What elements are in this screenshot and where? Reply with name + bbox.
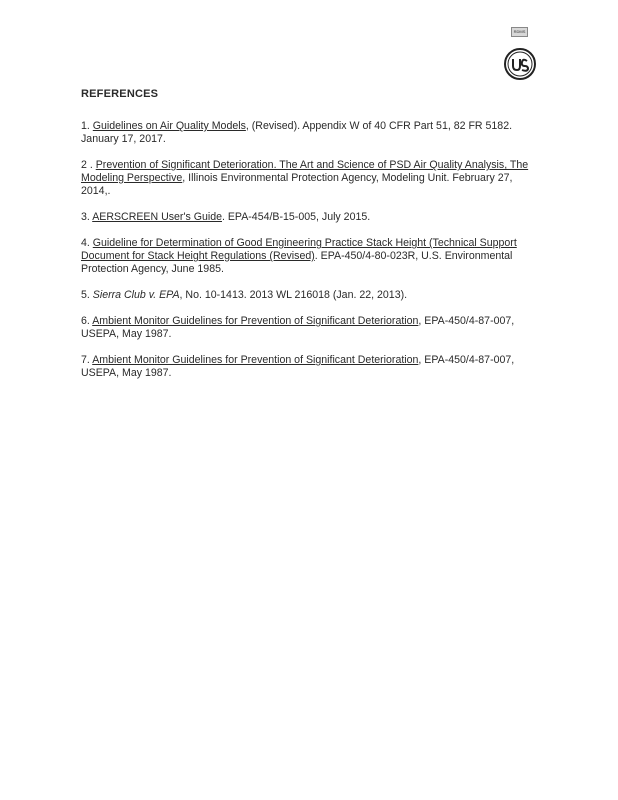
page-title: REFERENCES bbox=[81, 88, 159, 100]
document-stamp: RDMS bbox=[511, 27, 528, 37]
reference-details: , Illinois Environmental Protection Agency, Modeling Unit. February 27, 2014,. bbox=[81, 172, 513, 197]
reference-details: . EPA-454/B-15-005, July 2015. bbox=[221, 211, 371, 223]
reference-item bbox=[81, 159, 541, 198]
reference-details: . EPA-450/4-80-023R, U.S. Environmental Protection Agency, June 1985. bbox=[81, 250, 513, 275]
reference-number: 7. bbox=[81, 354, 93, 366]
reference-item bbox=[81, 315, 541, 341]
reference-title: Ambient Monitor Guidelines for Prevention of Significant Deterioration bbox=[92, 354, 419, 366]
reference-item bbox=[81, 237, 541, 276]
reference-title: Ambient Monitor Guidelines for Prevention of Significant Deterioration bbox=[92, 315, 419, 327]
reference-title: Guideline for Determination of Good Engineering Practice Stack Height (Technical Support Document for Stack Height Regulations (Revised) bbox=[81, 237, 517, 262]
reference-item bbox=[81, 211, 541, 224]
reference-details: , (Revised). Appendix W of 40 CFR Part 51, 82 FR 5182. January 17, 2017. bbox=[81, 120, 513, 145]
reference-title: Sierra Club v. EPA bbox=[92, 289, 180, 301]
reference-item bbox=[81, 289, 541, 302]
reference-number: 1. bbox=[81, 120, 93, 132]
reference-details: , No. 10-1413. 2013 WL 216018 (Jan. 22, 2013). bbox=[179, 289, 408, 301]
reference-details: , EPA-450/4-87-007, USEPA, May 1987. bbox=[81, 315, 515, 340]
reference-number: 3. bbox=[81, 211, 93, 223]
reference-item bbox=[81, 354, 541, 380]
reference-item bbox=[81, 120, 541, 146]
reference-number: 2 . bbox=[81, 159, 96, 171]
reference-details: , EPA-450/4-87-007, USEPA, May 1987. bbox=[81, 354, 515, 379]
reference-number: 4. bbox=[81, 237, 93, 249]
reference-title: Prevention of Significant Deterioration. The Art and Science of PSD Air Quality Analysis, The Modeling Perspective bbox=[81, 159, 529, 184]
seal-icon bbox=[504, 48, 536, 80]
reference-list bbox=[81, 120, 541, 393]
reference-number: 5. bbox=[81, 289, 93, 301]
reference-title: AERSCREEN User's Guide bbox=[92, 211, 222, 223]
reference-title: Guidelines on Air Quality Models bbox=[92, 120, 246, 132]
reference-number: 6. bbox=[81, 315, 93, 327]
